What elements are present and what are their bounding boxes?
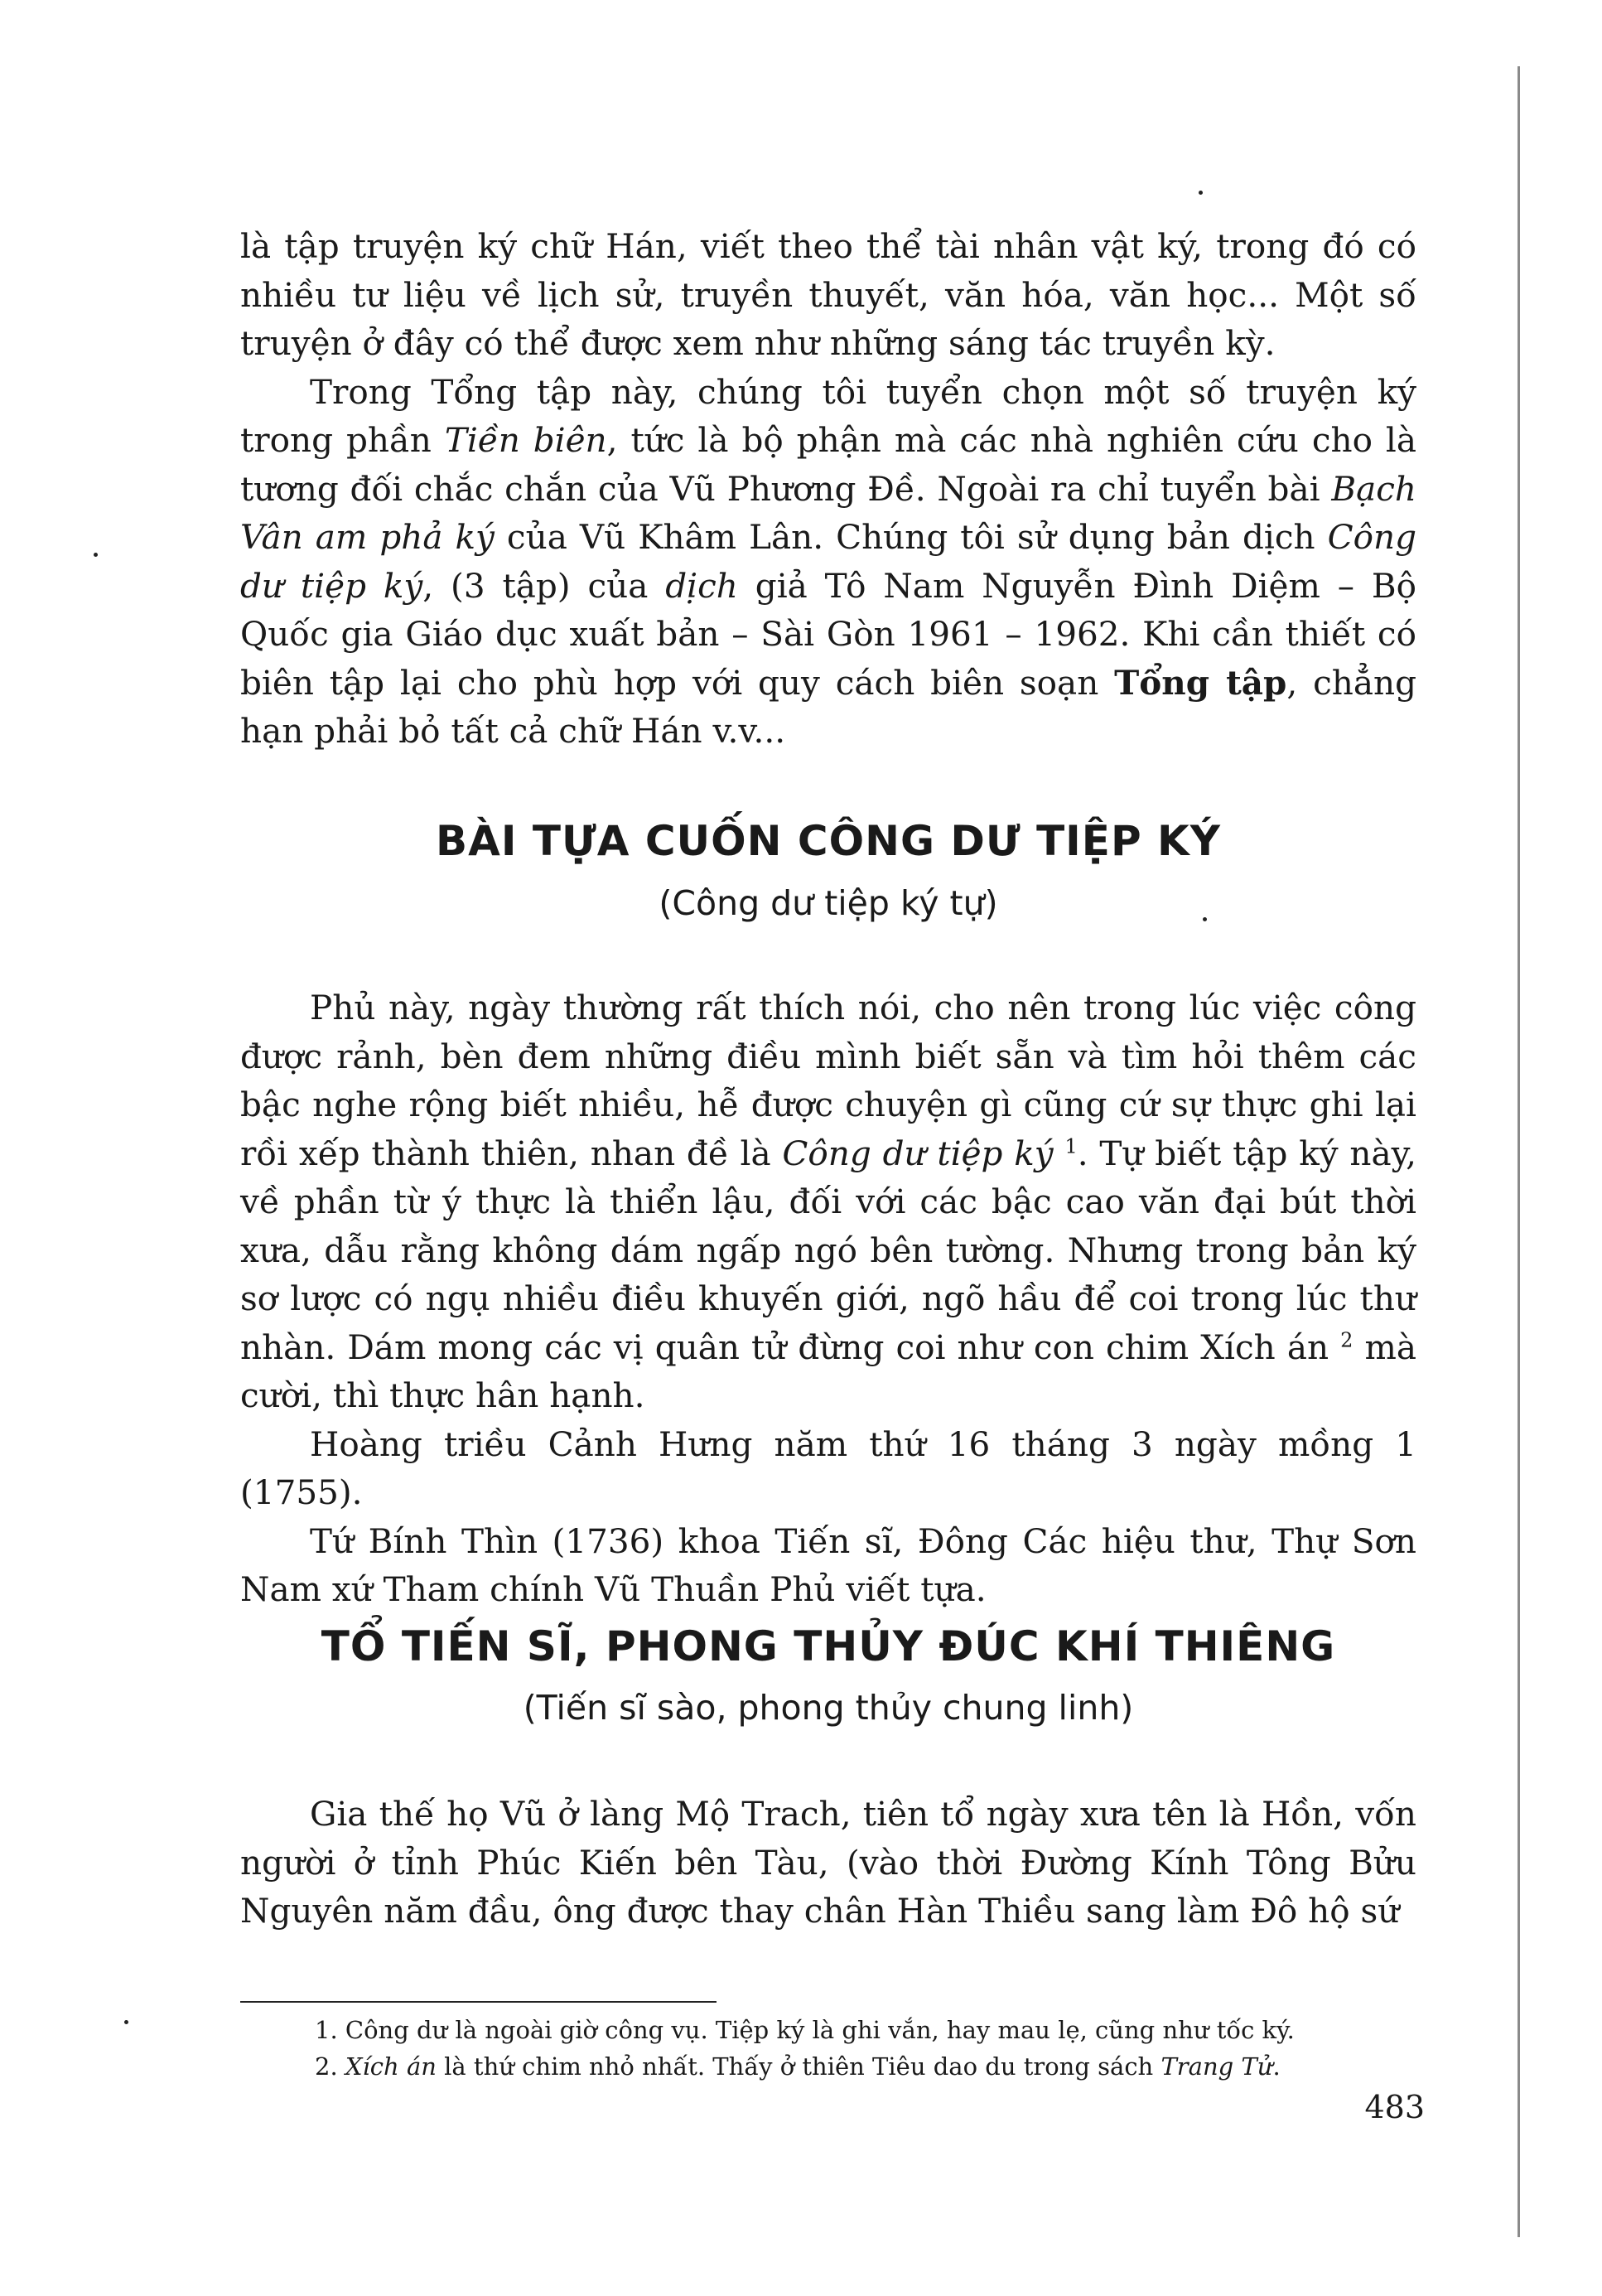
intro-paragraph-1: là tập truyện ký chữ Hán, viết theo thể tài nhân vật ký, trong đó có nhiều tư liệu về lịch sử, truyền thuyết, văn hóa, văn học... Một số truyện ở đây có thể được xem như những sáng tác truyền kỳ. [240,226,1416,363]
intro-text [240,222,1416,756]
footnote-2: 2. Xích án là thứ chim nhỏ nhất. Thấy ở thiên Tiêu dao du trong sách Trang Tử. [315,2052,1281,2081]
preface-paragraph-1: Phủ này, ngày thường rất thích nói, cho nên trong lúc việc công được rảnh, bèn đem những điều mình biết sẵn và tìm hỏi thêm các bậc nghe rộng biết nhiều, hễ được chuyện gì cũng cứ sự thực ghi lại rồi xếp thành thiên, nhan đề là Công dư tiệp ký $^1$. Tự biết tập ký này, về phần từ ý thực là thiển lậu, đối với các bậc cao văn đại bút thời xưa, dẫu rằng không dám ngấp ngó bên tường. Nhưng trong bản ký sơ lược có ngụ nhiều điều khuyến giới, ngõ hầu để coi trong lúc thư nhàn. Dám mong các vị quân tử đừng coi như con chim Xích án $^2$ mà cười, thì thực hân hạnh. [240,988,1416,1415]
footnotes [315,2012,1425,2085]
footnote-ref-1: 1 [1064,1134,1078,1158]
section-title-preface: BÀI TỰA CUỐN CÔNG DƯ TIỆP KÝ [436,817,1221,865]
preface-date: Hoàng triều Cảnh Hưng năm thứ 16 tháng 3 ngày mồng 1 (1755). [240,1424,1416,1512]
footnote-1: 1. Công dư là ngoài giờ công vụ. Tiệp ký là ghi vắn, hay mau lẹ, cũng như tốc ký. [315,2016,1295,2044]
page-edge-line [1518,66,1520,2237]
intro-paragraph-2: Trong Tổng tập này, chúng tôi tuyển chọn một số truyện ký trong phần Tiền biên, tức là bộ phận mà các nhà nghiên cứu cho là tương đối chắc chắn của Vũ Phương Đề. Ngoài ra chỉ tuyển bài Bạch Vân am phả ký của Vũ Khâm Lân. Chúng tôi sử dụng bản dịch Công dư tiệp ký, (3 tập) của dịch giả Tô Nam Nguyễn Đình Diệm – Bộ Quốc gia Giáo dục xuất bản – Sài Gòn 1961 – 1962. Khi cần thiết có biên tập lại cho phù hợp với quy cách biên soạn Tổng tập, chẳng hạn phải bỏ tất cả chữ Hán v.v... [240,371,1416,751]
preface-signature: Tứ Bính Thìn (1736) khoa Tiến sĩ, Đông Các hiệu thư, Thự Sơn Nam xứ Tham chính Vũ Thuần Phủ viết tựa. [240,1520,1416,1609]
scan-speck [1199,191,1203,195]
ancestor-paragraph-1: Gia thế họ Vũ ở làng Mộ Trach, tiên tổ ngày xưa tên là Hồn, vốn người ở tỉnh Phúc Kiến bên Tàu, (vào thời Đường Kính Tông Bửu Nguyên năm đầu, ông được thay chân Hàn Thiều sang làm Đô hộ sứ [240,1794,1416,1931]
section-subtitle-preface: (Công dư tiệp ký tự) [659,883,998,923]
scan-speck [124,2020,128,2024]
footnote-divider [240,2001,717,2003]
preface-text [240,984,1416,1614]
section-title-ancestor: TỔ TIẾN SĨ, PHONG THỦY ĐÚC KHÍ THIÊNG [321,1622,1336,1670]
section-subtitle-ancestor: (Tiến sĩ sào, phong thủy chung linh) [523,1688,1134,1728]
footnote-ref-2: 2 [1340,1328,1353,1351]
page-number: 483 [1364,2089,1425,2125]
ancestor-text [240,1790,1416,1936]
scan-speck [94,553,98,557]
